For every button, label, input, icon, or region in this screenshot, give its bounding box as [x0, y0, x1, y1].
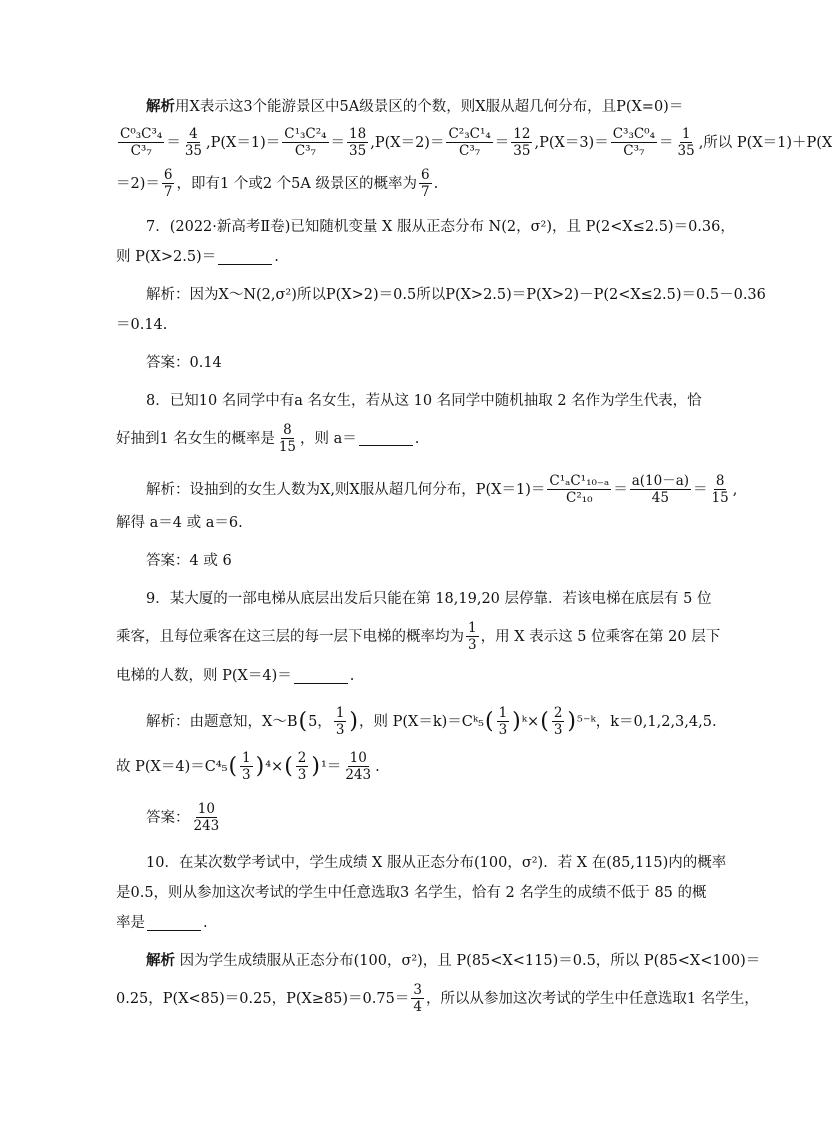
fraction: $\frac{\text{C¹₃C²₄}}{\text{C³₇}}$ [284, 126, 327, 159]
solution-9: 解析：由题意知，X～B ( 5， $\frac{1}{3}$ ) ，则 P(X＝k)＝Cᵏ₅ ( $\frac{1}{3}$ ) ᵏ× ( $\frac{2}{3}$ ) ⁵⁻ᵏ， k＝0,1,2,3,4,5. [146, 705, 717, 738]
fraction: $\frac{1}{3}$ [468, 620, 477, 653]
answer-8: 答案：4 或 6 [146, 553, 232, 569]
solution-7: 解析：因为X～N(2,σ²)所以P(X>2)＝0.5所以P(X>2.5)＝P(X>2)－P(2<X≤2.5)＝0.5－0.36 [146, 287, 766, 303]
question-8-stem-2: 好抽到1 名女生的概率是 $\frac{8}{15}$ ，则 a＝ . [116, 422, 420, 455]
fraction: $\frac{\text{C⁰₃C³₄}}{\text{C³₇}}$ [120, 126, 163, 159]
question-10-stem-3: 率是 . [116, 915, 208, 931]
question-10-stem: 10．在某次数学考试中，学生成绩 X 服从正态分布(100，σ²)．若 X 在(85,115)内的概率 [146, 855, 727, 871]
fraction: $\frac{18}{35}$ [349, 126, 367, 159]
fraction: $\frac{6}{7}$ [163, 167, 173, 200]
answer-9: 答案： $\frac{10}{243}$ [146, 801, 220, 834]
question-9-stem: 9．某大厦的一部电梯从底层出发后只能在第 18,19,20 层停靠．若该电梯在底层有 5 位 [146, 591, 712, 607]
fraction: $\frac{3}{4}$ [413, 982, 422, 1015]
answer-blank [147, 916, 201, 931]
solution-6-line-2: $\frac{\text{C⁰₃C³₄}}{\text{C³₇}}$ ＝ $\frac{4}{35}$ ,P(X＝1)＝ $\frac{\text{C¹₃C²₄}}{\text{C³₇}}$ ＝ $\frac{18}{35}$ ,P(X＝2)＝ $\frac{\text{C²₃C¹₄}}{\text{C³₇}}$ ＝ $\frac{12}{35}$ ,P(X＝3)＝ $\frac{\text{C³₃C⁰₄}}{\text{C³₇}}$ ＝ $\frac{1}{35}$ ,所以 P(X＝1)＋P(X [120, 126, 832, 159]
solution-7-2: ＝0.14. [116, 317, 168, 333]
fraction: $\frac{10}{243}$ [193, 801, 220, 834]
answer-blank [294, 669, 348, 684]
fraction: $\frac{1}{3}$ [498, 705, 508, 738]
answer-7: 答案：0.14 [146, 355, 222, 371]
solution-6-line-3: ＝2)＝ $\frac{6}{7}$ ，即有1 个或2 个5A 级景区的概率为 $\frac{6}{7}$ . [116, 167, 439, 200]
question-7-stem: 7．(2022·新高考Ⅱ卷)已知随机变量 X 服从正态分布 N(2，σ²)，且 P(2<X≤2.5)＝0.36， [146, 219, 735, 235]
question-9-stem-2: 乘客，且每位乘客在这三层的每一层下电梯的概率均为 $\frac{1}{3}$ ，用 X 表示这 5 位乘客在第 20 层下 [116, 620, 721, 653]
fraction: $\frac{\text{C³₃C⁰₄}}{\text{C³₇}}$ [612, 126, 656, 159]
fraction: $\frac{12}{35}$ [513, 126, 531, 159]
fraction: $\frac{2}{3}$ [553, 705, 563, 738]
question-7-stem-2: 则 P(X>2.5)＝ . [116, 249, 279, 265]
fraction: $\frac{2}{3}$ [297, 750, 307, 783]
solution-text: 用X表示这3个能游景区中5A级景区的个数，则X服从超几何分布，且P(X=0)＝ [175, 99, 684, 115]
solution-9-2: 故 P(X＝4)＝C⁴₅ ( $\frac{1}{3}$ ) ⁴× ( $\frac{2}{3}$ ) ¹＝ $\frac{10}{243}$ . [116, 750, 380, 783]
fraction: $\frac{4}{35}$ [184, 126, 202, 159]
solution-10: 解析 因为学生成绩服从正态分布(100，σ²)，且 P(85<X<115)＝0.5，所以 P(85<X<100)＝ [146, 952, 761, 969]
fraction: $\frac{1}{3}$ [335, 705, 345, 738]
fraction: $\frac{\text{C¹ₐC¹₁₀₋ₐ}}{\text{C²₁₀}}$ [549, 473, 610, 506]
fraction: $\frac{1}{3}$ [242, 750, 251, 783]
fraction: $\frac{10}{243}$ [345, 750, 372, 783]
solution-8: 解析：设抽到的女生人数为X,则X服从超几何分布，P(X＝1)＝ $\frac{\text{C¹ₐC¹₁₀₋ₐ}}{\text{C²₁₀}}$ ＝ $\frac{a(10-a)}{45}$ ＝ $\frac{8}{15}$ , [146, 473, 738, 506]
question-8-stem: 8．已知10 名同学中有a 名女生，若从这 10 名同学中随机抽取 2 名作为学生代表，恰 [146, 393, 702, 409]
fraction: $\frac{1}{35}$ [677, 126, 695, 159]
solution-label: 解析 [146, 952, 175, 969]
fraction: $\frac{8}{15}$ [278, 422, 297, 455]
solution-label: 解析 [146, 98, 175, 115]
solution-8-2: 解得 a＝4 或 a＝6. [116, 515, 243, 531]
solution-10-2: 0.25，P(X<85)＝0.25，P(X≥85)＝0.75＝ $\frac{3}{4}$ ，所以从参加这次考试的学生中任意选取1 名学生， [116, 982, 759, 1015]
answer-blank [359, 431, 413, 446]
answer-blank [218, 250, 272, 265]
question-10-stem-2: 是0.5，则从参加这次考试的学生中任意选取3 名学生，恰有 2 名学生的成绩不低于 85 的概 [116, 885, 707, 901]
fraction: $\frac{8}{15}$ [711, 473, 729, 506]
question-9-stem-3: 电梯的人数，则 P(X＝4)＝ . [116, 668, 355, 684]
solution-6-line-1 [116, 96, 682, 118]
fraction: $\frac{\text{C²₃C¹₄}}{\text{C³₇}}$ [448, 126, 491, 159]
fraction: $\frac{a(10-a)}{45}$ [631, 473, 690, 506]
fraction: $\frac{6}{7}$ [420, 167, 430, 200]
